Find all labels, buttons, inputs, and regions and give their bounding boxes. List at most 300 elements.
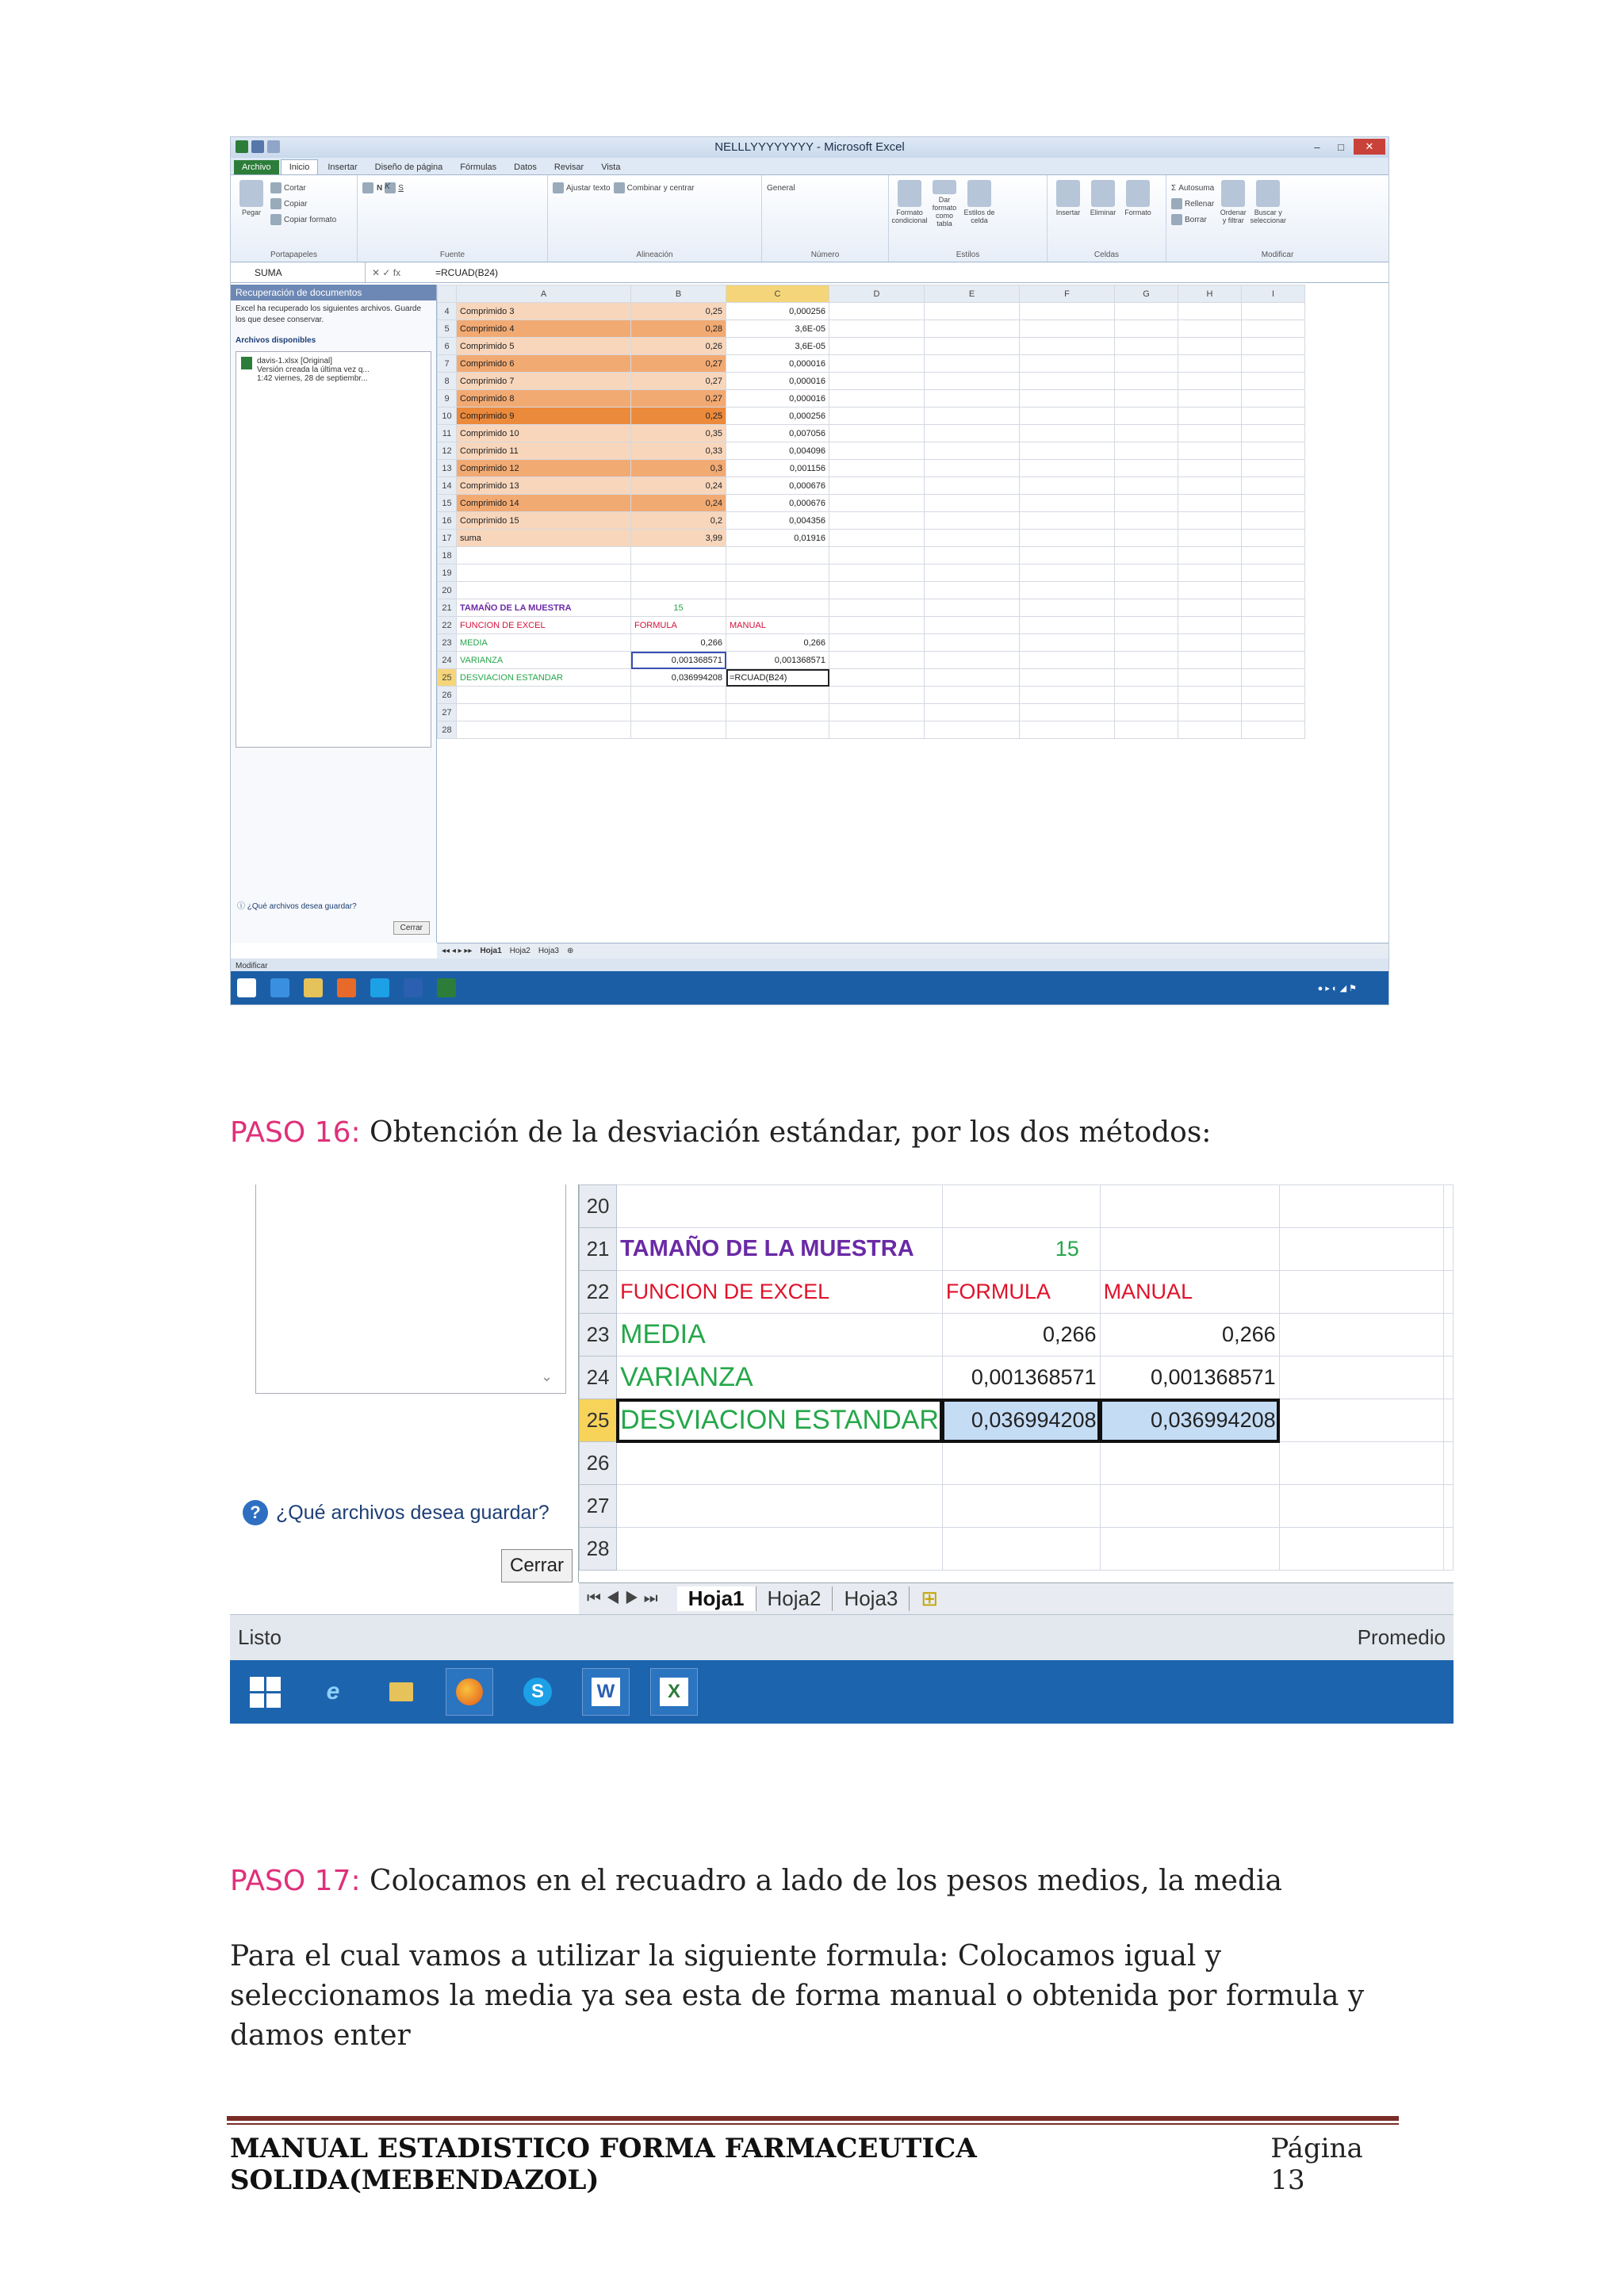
cell-sample-size-value[interactable]: 15 [942, 1228, 1100, 1271]
empty-cell[interactable] [726, 704, 829, 721]
ie-icon[interactable]: e [326, 1678, 340, 1705]
empty-cell[interactable] [726, 547, 829, 564]
empty-cell[interactable] [925, 495, 1020, 512]
empty-cell[interactable] [1242, 477, 1305, 495]
column-header[interactable]: C [726, 285, 829, 303]
cell-desviacion-editing[interactable]: =RCUAD(B24) [726, 669, 829, 687]
row-number[interactable]: 15 [438, 495, 457, 512]
find-select-button[interactable]: Buscar y seleccionar [1252, 180, 1284, 228]
column-header[interactable]: G [1115, 285, 1178, 303]
empty-cell[interactable] [1242, 582, 1305, 599]
empty-cell[interactable] [1020, 320, 1115, 338]
empty-cell[interactable] [1020, 355, 1115, 373]
cell-squared-deviation[interactable]: 0,004096 [726, 442, 829, 460]
empty-cell[interactable] [925, 547, 1020, 564]
cell-formula-header[interactable]: FORMULA [942, 1271, 1100, 1314]
empty-cell[interactable] [1115, 303, 1178, 320]
tab-insertar[interactable]: Insertar [327, 163, 358, 172]
empty-cell[interactable] [1178, 425, 1242, 442]
empty-cell[interactable] [1020, 512, 1115, 530]
empty-cell[interactable] [1115, 512, 1178, 530]
empty-cell[interactable] [829, 512, 925, 530]
tab-formulas[interactable]: Fórmulas [460, 163, 497, 172]
maximize-icon[interactable]: □ [1338, 140, 1344, 153]
worksheet-grid-1[interactable] [437, 285, 1389, 943]
empty-cell[interactable] [1020, 721, 1115, 739]
fx-icon[interactable]: ✕ ✓ fx [372, 266, 401, 278]
cell-item-name[interactable]: Comprimido 8 [457, 390, 631, 408]
empty-cell[interactable] [631, 547, 726, 564]
empty-cell[interactable] [1242, 355, 1305, 373]
cell-weight[interactable]: 0,35 [631, 425, 726, 442]
name-box[interactable]: SUMA [231, 262, 366, 282]
empty-cell[interactable] [1020, 442, 1115, 460]
row-number[interactable]: 16 [438, 512, 457, 530]
formula-input[interactable]: =RCUAD(B24) [435, 266, 499, 278]
empty-cell[interactable] [457, 547, 631, 564]
clear-button[interactable]: Borrar [1171, 212, 1214, 228]
empty-cell[interactable] [925, 582, 1020, 599]
cell-squared-deviation[interactable]: 0,000676 [726, 495, 829, 512]
empty-cell[interactable] [829, 564, 925, 582]
empty-cell[interactable] [1020, 582, 1115, 599]
sheet-nav-icon[interactable]: ⏮◀▶⏭ [587, 1590, 663, 1607]
row-number[interactable]: 27 [438, 704, 457, 721]
empty-cell[interactable] [457, 687, 631, 704]
empty-cell[interactable] [457, 704, 631, 721]
word-icon[interactable]: W [582, 1668, 630, 1716]
new-sheet-icon[interactable]: ⊕ [566, 947, 574, 955]
empty-cell[interactable] [1242, 373, 1305, 390]
recovered-file-item[interactable]: davis-1.xlsx [Original] Versión creada la última vez q... 1:42 viernes, 28 de septiembr... [241, 357, 426, 383]
empty-cell[interactable] [829, 373, 925, 390]
cell-item-name[interactable]: Comprimido 10 [457, 425, 631, 442]
empty-cell[interactable] [1115, 477, 1178, 495]
recovered-files-list[interactable] [236, 351, 431, 748]
skype-icon[interactable] [370, 978, 389, 997]
cell-media-manual[interactable]: 0,266 [726, 634, 829, 652]
ie-icon[interactable] [270, 978, 289, 997]
empty-cell[interactable] [1115, 442, 1178, 460]
empty-cell[interactable] [1178, 373, 1242, 390]
autosum-button[interactable]: Σ Autosuma [1171, 183, 1215, 193]
cell-squared-deviation[interactable]: 0,000016 [726, 390, 829, 408]
empty-cell[interactable] [925, 303, 1020, 320]
conditional-format-button[interactable]: Formato condicional [894, 180, 925, 228]
cell-varianza-formula[interactable]: 0,001368571 [942, 1357, 1100, 1399]
empty-cell[interactable] [925, 460, 1020, 477]
cell-weight[interactable]: 0,28 [631, 320, 726, 338]
empty-cell[interactable] [1020, 408, 1115, 425]
cell-item-name[interactable]: Comprimido 11 [457, 442, 631, 460]
cell-squared-deviation[interactable]: 0,000676 [726, 477, 829, 495]
windows-start-icon[interactable] [241, 1668, 289, 1716]
row-number[interactable]: 10 [438, 408, 457, 425]
cell-item-name[interactable]: Comprimido 15 [457, 512, 631, 530]
empty-cell[interactable] [1178, 442, 1242, 460]
empty-cell[interactable] [1020, 338, 1115, 355]
cell-varianza-manual[interactable]: 0,001368571 [1100, 1357, 1279, 1399]
cell-weight[interactable]: 0,27 [631, 373, 726, 390]
row-number[interactable]: 12 [438, 442, 457, 460]
empty-cell[interactable] [1178, 512, 1242, 530]
new-sheet-icon[interactable]: ⊞ [921, 1586, 939, 1610]
row-number[interactable]: 9 [438, 390, 457, 408]
scroll-down-icon[interactable]: ⌄ [541, 1368, 553, 1384]
cell-formula-header[interactable]: FORMULA [631, 617, 726, 634]
empty-cell[interactable] [1115, 320, 1178, 338]
cell-weight[interactable]: 0,24 [631, 495, 726, 512]
empty-cell[interactable] [829, 582, 925, 599]
empty-cell[interactable] [925, 512, 1020, 530]
cell-sample-size-label[interactable]: TAMAÑO DE LA MUESTRA [617, 1228, 943, 1271]
folder-icon[interactable] [377, 1668, 425, 1716]
wrap-text-button[interactable]: Ajustar texto [553, 180, 611, 196]
empty-cell[interactable] [925, 442, 1020, 460]
empty-cell[interactable] [1242, 390, 1305, 408]
row-number[interactable]: 8 [438, 373, 457, 390]
row-number[interactable]: 14 [438, 477, 457, 495]
close-icon[interactable]: ✕ [1354, 139, 1385, 155]
empty-cell[interactable] [631, 721, 726, 739]
tab-revisar[interactable]: Revisar [553, 163, 584, 172]
excel-taskbar-icon[interactable]: X [650, 1668, 698, 1716]
empty-cell[interactable] [925, 721, 1020, 739]
cell-desviacion-formula[interactable]: 0,036994208 [942, 1399, 1100, 1442]
empty-cell[interactable] [1242, 338, 1305, 355]
empty-cell[interactable] [1178, 564, 1242, 582]
empty-cell[interactable] [1178, 547, 1242, 564]
empty-cell[interactable] [1178, 390, 1242, 408]
empty-cell[interactable] [829, 408, 925, 425]
fill-button[interactable]: Rellenar [1171, 196, 1214, 212]
empty-cell[interactable] [1020, 460, 1115, 477]
sheet-tab-hoja2[interactable]: Hoja2 [756, 1586, 833, 1611]
delete-cells-button[interactable]: Eliminar [1087, 180, 1119, 228]
row-number[interactable]: 20 [438, 582, 457, 599]
sheet-tab-hoja1[interactable]: Hoja1 [480, 947, 502, 955]
row-number[interactable]: 6 [438, 338, 457, 355]
cell-weight[interactable]: 0,2 [631, 512, 726, 530]
folder-icon[interactable] [304, 978, 323, 997]
column-header[interactable]: F [1020, 285, 1115, 303]
empty-cell[interactable] [925, 477, 1020, 495]
column-header[interactable]: A [457, 285, 631, 303]
empty-cell[interactable] [1020, 530, 1115, 547]
cell-weight[interactable]: 3,99 [631, 530, 726, 547]
select-all-corner[interactable] [438, 285, 457, 303]
row-number[interactable]: 13 [438, 460, 457, 477]
empty-cell[interactable] [1115, 704, 1178, 721]
empty-cell[interactable] [1020, 564, 1115, 582]
cell-weight[interactable]: 0,27 [631, 390, 726, 408]
cell-weight[interactable]: 0,25 [631, 303, 726, 320]
empty-cell[interactable] [631, 564, 726, 582]
empty-cell[interactable] [1242, 495, 1305, 512]
cell-item-name[interactable]: Comprimido 14 [457, 495, 631, 512]
empty-cell[interactable] [1242, 687, 1305, 704]
empty-cell[interactable] [457, 564, 631, 582]
empty-cell[interactable] [925, 390, 1020, 408]
empty-cell[interactable] [925, 408, 1020, 425]
empty-cell[interactable] [829, 355, 925, 373]
cell-varianza-label[interactable]: VARIANZA [457, 652, 631, 669]
row-number[interactable]: 11 [438, 425, 457, 442]
cell-item-name[interactable]: Comprimido 5 [457, 338, 631, 355]
cell-desviacion-manual[interactable]: 0,036994208 [1100, 1399, 1279, 1442]
empty-cell[interactable] [925, 425, 1020, 442]
format-cells-button[interactable]: Formato [1122, 180, 1154, 228]
tab-datos[interactable]: Datos [514, 163, 537, 172]
empty-cell[interactable] [829, 460, 925, 477]
cell-desviacion-label[interactable]: DESVIACION ESTANDAR [457, 669, 631, 687]
empty-cell[interactable] [829, 704, 925, 721]
cell-item-name[interactable]: Comprimido 13 [457, 477, 631, 495]
row-number[interactable]: 4 [438, 303, 457, 320]
sort-filter-button[interactable]: Ordenar y filtrar [1217, 180, 1249, 228]
empty-cell[interactable] [1115, 721, 1178, 739]
cell-weight[interactable]: 0,27 [631, 355, 726, 373]
empty-cell[interactable] [726, 582, 829, 599]
empty-cell[interactable] [829, 721, 925, 739]
empty-cell[interactable] [829, 530, 925, 547]
tab-vista[interactable]: Vista [601, 163, 621, 172]
empty-cell[interactable] [1242, 442, 1305, 460]
empty-cell[interactable] [1242, 564, 1305, 582]
column-header[interactable]: H [1178, 285, 1242, 303]
empty-cell[interactable] [1115, 547, 1178, 564]
empty-cell[interactable] [925, 338, 1020, 355]
cell-squared-deviation[interactable]: 0,000016 [726, 373, 829, 390]
empty-cell[interactable] [1242, 547, 1305, 564]
tab-diseno[interactable]: Diseño de página [374, 163, 443, 172]
empty-cell[interactable] [1242, 460, 1305, 477]
cell-varianza-manual[interactable]: 0,001368571 [726, 652, 829, 669]
cell-media-formula[interactable]: 0,266 [942, 1314, 1100, 1357]
empty-cell[interactable] [925, 530, 1020, 547]
empty-cell[interactable] [1020, 303, 1115, 320]
empty-cell[interactable] [925, 320, 1020, 338]
empty-cell[interactable] [1020, 477, 1115, 495]
merge-center-button[interactable]: Combinar y centrar [614, 180, 695, 196]
cell-item-name[interactable]: Comprimido 3 [457, 303, 631, 320]
empty-cell[interactable] [829, 477, 925, 495]
cell-squared-deviation[interactable]: 3,6E-05 [726, 320, 829, 338]
empty-cell[interactable] [925, 687, 1020, 704]
cell-varianza-formula[interactable]: 0,001368571 [631, 652, 726, 669]
empty-cell[interactable] [1115, 582, 1178, 599]
format-table-button[interactable]: Dar formato como tabla [929, 180, 960, 228]
empty-cell[interactable] [925, 704, 1020, 721]
empty-cell[interactable] [457, 721, 631, 739]
cell-item-name[interactable]: Comprimido 7 [457, 373, 631, 390]
empty-cell[interactable] [1242, 530, 1305, 547]
empty-cell[interactable] [1178, 687, 1242, 704]
row-number[interactable]: 26 [438, 687, 457, 704]
recovery-question-zoomed[interactable]: ? ¿Qué archivos desea guardar? [243, 1500, 550, 1525]
row-number[interactable]: 19 [438, 564, 457, 582]
cell-desviacion-formula[interactable]: 0,036994208 [631, 669, 726, 687]
cell-function-label[interactable]: FUNCION DE EXCEL [457, 617, 631, 634]
row-number[interactable]: 17 [438, 530, 457, 547]
sheet-tab-hoja1[interactable]: Hoja1 [677, 1586, 756, 1611]
cell-varianza-label[interactable]: VARIANZA [617, 1357, 943, 1399]
column-header[interactable]: D [829, 285, 925, 303]
cell-media-label[interactable]: MEDIA [617, 1314, 943, 1357]
cut-button[interactable]: Cortar [270, 180, 336, 196]
word-icon[interactable] [404, 978, 423, 997]
paste-button[interactable]: Pegar [236, 180, 267, 228]
empty-cell[interactable] [1020, 547, 1115, 564]
font-name-dropdown[interactable] [362, 180, 373, 196]
cell-weight[interactable]: 0,26 [631, 338, 726, 355]
empty-cell[interactable] [1115, 530, 1178, 547]
empty-cell[interactable] [1115, 564, 1178, 582]
empty-cell[interactable] [631, 582, 726, 599]
recovery-question[interactable]: ⓘ ¿Qué archivos desea guardar? [237, 902, 357, 911]
empty-cell[interactable] [829, 442, 925, 460]
empty-cell[interactable] [1242, 303, 1305, 320]
cell-weight[interactable]: 0,3 [631, 460, 726, 477]
empty-cell[interactable] [1115, 495, 1178, 512]
minimize-icon[interactable]: – [1314, 140, 1320, 153]
excel-taskbar-icon[interactable] [437, 978, 456, 997]
cell-media-label[interactable]: MEDIA [457, 634, 631, 652]
empty-cell[interactable] [1115, 460, 1178, 477]
empty-cell[interactable] [829, 547, 925, 564]
empty-cell[interactable] [829, 495, 925, 512]
empty-cell[interactable] [1178, 320, 1242, 338]
row-number[interactable]: 5 [438, 320, 457, 338]
empty-cell[interactable] [1020, 687, 1115, 704]
empty-cell[interactable] [1115, 408, 1178, 425]
cell-item-name[interactable]: Comprimido 6 [457, 355, 631, 373]
worksheet-grid-2[interactable] [579, 1184, 1454, 1582]
cell-function-label[interactable]: FUNCION DE EXCEL [617, 1271, 943, 1314]
empty-cell[interactable] [1115, 687, 1178, 704]
cell-item-name[interactable]: suma [457, 530, 631, 547]
sheet-tab-hoja3[interactable]: Hoja3 [833, 1586, 910, 1611]
cell-squared-deviation[interactable]: 0,000256 [726, 408, 829, 425]
empty-cell[interactable] [829, 425, 925, 442]
empty-cell[interactable] [1242, 425, 1305, 442]
empty-cell[interactable] [1178, 355, 1242, 373]
cell-media-manual[interactable]: 0,266 [1100, 1314, 1279, 1357]
empty-cell[interactable] [1115, 338, 1178, 355]
cell-squared-deviation[interactable]: 0,000016 [726, 355, 829, 373]
cell-sample-size-value[interactable]: 15 [631, 599, 726, 617]
empty-cell[interactable] [1020, 495, 1115, 512]
tab-archivo[interactable]: Archivo [234, 160, 279, 174]
empty-cell[interactable] [1115, 425, 1178, 442]
cell-squared-deviation[interactable]: 0,007056 [726, 425, 829, 442]
sheet-tab-hoja2[interactable]: Hoja2 [509, 947, 530, 955]
empty-cell[interactable] [1178, 582, 1242, 599]
cell-media-formula[interactable]: 0,266 [631, 634, 726, 652]
cell-squared-deviation[interactable]: 0,000256 [726, 303, 829, 320]
empty-cell[interactable] [1178, 303, 1242, 320]
empty-cell[interactable] [1178, 338, 1242, 355]
cell-manual-header[interactable]: MANUAL [1100, 1271, 1279, 1314]
skype-icon[interactable]: S [514, 1668, 561, 1716]
column-header[interactable]: I [1242, 285, 1305, 303]
empty-cell[interactable] [1178, 530, 1242, 547]
empty-cell[interactable] [1178, 721, 1242, 739]
empty-cell[interactable] [631, 687, 726, 704]
insert-cells-button[interactable]: Insertar [1052, 180, 1084, 228]
empty-cell[interactable] [1115, 390, 1178, 408]
empty-cell[interactable] [1020, 390, 1115, 408]
format-painter-button[interactable]: Copiar formato [270, 212, 336, 228]
empty-cell[interactable] [1020, 373, 1115, 390]
sheet-nav-icon[interactable]: ◂◂ ◂ ▸ ▸▸ [442, 947, 473, 955]
recovered-files-list-zoomed[interactable] [255, 1184, 566, 1394]
empty-cell[interactable] [1178, 477, 1242, 495]
cell-item-name[interactable]: Comprimido 12 [457, 460, 631, 477]
empty-cell[interactable] [829, 390, 925, 408]
empty-cell[interactable] [925, 355, 1020, 373]
cell-weight[interactable]: 0,33 [631, 442, 726, 460]
empty-cell[interactable] [631, 704, 726, 721]
empty-cell[interactable] [1242, 408, 1305, 425]
bold-button[interactable]: N K S [377, 182, 404, 193]
cell-styles-button[interactable]: Estilos de celda [963, 180, 995, 228]
empty-cell[interactable] [1242, 320, 1305, 338]
empty-cell[interactable] [925, 373, 1020, 390]
cell-squared-deviation[interactable]: 3,6E-05 [726, 338, 829, 355]
empty-cell[interactable] [457, 582, 631, 599]
empty-cell[interactable] [829, 320, 925, 338]
empty-cell[interactable] [1178, 495, 1242, 512]
cell-weight[interactable]: 0,24 [631, 477, 726, 495]
firefox-icon[interactable] [446, 1668, 493, 1716]
sheet-tab-hoja3[interactable]: Hoja3 [538, 947, 559, 955]
close-button-zoomed[interactable]: Cerrar [501, 1549, 573, 1582]
number-format-dropdown[interactable]: General [767, 183, 795, 193]
empty-cell[interactable] [726, 687, 829, 704]
row-number[interactable]: 18 [438, 547, 457, 564]
empty-cell[interactable] [1115, 355, 1178, 373]
empty-cell[interactable] [1242, 721, 1305, 739]
empty-cell[interactable] [829, 303, 925, 320]
row-number[interactable]: 7 [438, 355, 457, 373]
windows-start-icon[interactable] [237, 978, 256, 997]
empty-cell[interactable] [829, 338, 925, 355]
cell-squared-deviation[interactable]: 0,01916 [726, 530, 829, 547]
empty-cell[interactable] [1115, 373, 1178, 390]
cell-sample-size-label[interactable]: TAMAÑO DE LA MUESTRA [457, 599, 631, 617]
empty-cell[interactable] [1242, 704, 1305, 721]
row-number[interactable]: 28 [438, 721, 457, 739]
close-recovery-button[interactable]: Cerrar [393, 921, 430, 935]
cell-squared-deviation[interactable]: 0,004356 [726, 512, 829, 530]
empty-cell[interactable] [1020, 425, 1115, 442]
cell-desviacion-label[interactable]: DESVIACION ESTANDAR [617, 1399, 943, 1442]
empty-cell[interactable] [1020, 704, 1115, 721]
cell-manual-header[interactable]: MANUAL [726, 617, 829, 634]
empty-cell[interactable] [726, 564, 829, 582]
empty-cell[interactable] [1178, 408, 1242, 425]
cell-item-name[interactable]: Comprimido 4 [457, 320, 631, 338]
empty-cell[interactable] [1178, 704, 1242, 721]
tab-inicio[interactable]: Inicio [281, 159, 319, 174]
empty-cell[interactable] [1242, 512, 1305, 530]
empty-cell[interactable] [1178, 460, 1242, 477]
cell-squared-deviation[interactable]: 0,001156 [726, 460, 829, 477]
cell-weight[interactable]: 0,25 [631, 408, 726, 425]
empty-cell[interactable] [829, 687, 925, 704]
column-header[interactable]: B [631, 285, 726, 303]
